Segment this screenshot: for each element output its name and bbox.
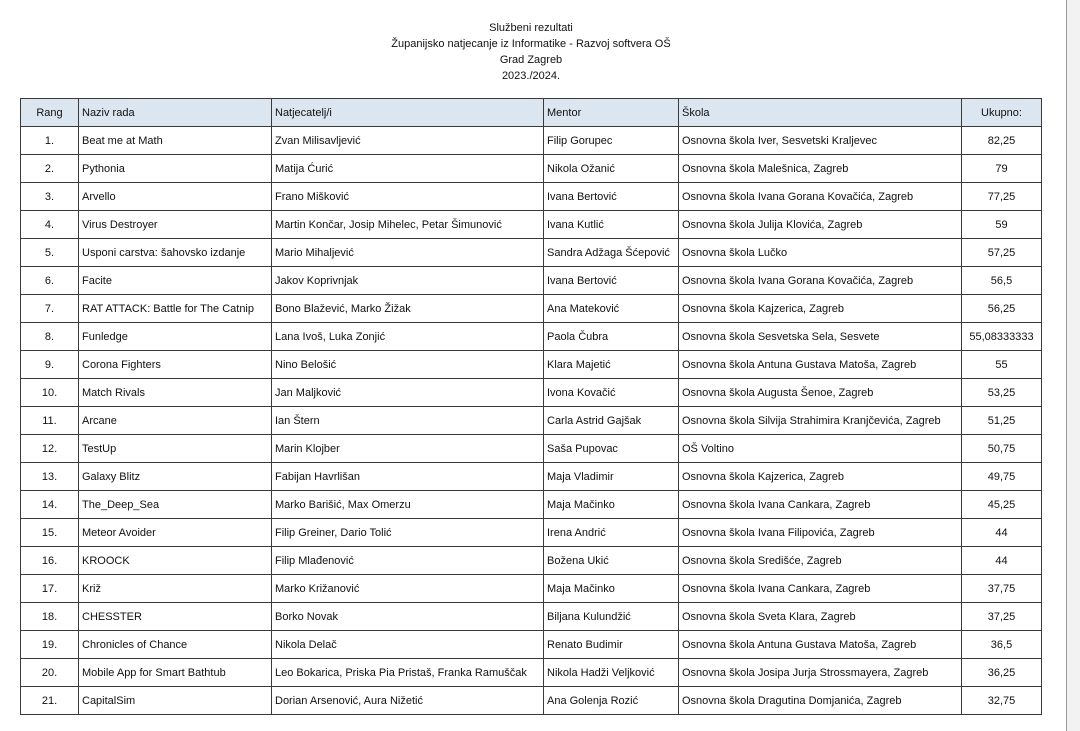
table-row [21,407,1042,435]
project-name-cell: The_Deep_Sea [79,491,272,519]
total-cell: 50,75 [962,435,1042,463]
mentor-cell: Ana Golenja Rozić [544,687,679,715]
contestants-cell: Marko Križanović [272,575,544,603]
total-cell: 57,25 [962,239,1042,267]
mentor-cell: Irena Andrić [544,519,679,547]
table-row [21,519,1042,547]
mentor-cell: Nikola Ožanić [544,155,679,183]
contestants-cell: Marko Barišić, Max Omerzu [272,491,544,519]
rank-cell: 1. [21,127,79,155]
rank-cell: 18. [21,603,79,631]
table-row [21,547,1042,575]
total-cell: 36,5 [962,631,1042,659]
table-row [21,183,1042,211]
total-cell: 53,25 [962,379,1042,407]
project-name-cell: Funledge [79,323,272,351]
project-name-cell: Match Rivals [79,379,272,407]
header-title: Službeni rezultati [489,22,573,34]
project-name-cell: Arvello [79,183,272,211]
header-year: 2023./2024. [501,70,561,82]
total-cell: 56,25 [962,295,1042,323]
mentor-cell: Carla Astrid Gajšak [544,407,679,435]
column-header-ukupno: Ukupno: [962,99,1042,127]
rank-cell: 14. [21,491,79,519]
rank-cell: 16. [21,547,79,575]
column-header-mentor: Mentor [544,99,679,127]
contestants-cell: Nino Belošić [272,351,544,379]
contestants-cell: Dorian Arsenović, Aura Nižetić [272,687,544,715]
school-cell: Osnovna škola Iver, Sesvetski Kraljevec [679,127,962,155]
school-cell: Osnovna škola Dragutina Domjanića, Zagreb [679,687,962,715]
rank-cell: 10. [21,379,79,407]
total-cell: 49,75 [962,463,1042,491]
contestants-cell: Martin Končar, Josip Mihelec, Petar Šimunović [272,211,544,239]
table-row [21,687,1042,715]
contestants-cell: Leo Bokarica, Priska Pia Pristaš, Franka Ramuščak [272,659,544,687]
mentor-cell: Klara Majetić [544,351,679,379]
mentor-cell: Ivana Bertović [544,267,679,295]
rank-cell: 15. [21,519,79,547]
table-row [21,463,1042,491]
rank-cell: 11. [21,407,79,435]
total-cell: 59 [962,211,1042,239]
project-name-cell: Križ [79,575,272,603]
mentor-cell: Nikola Hadži Veljković [544,659,679,687]
table-row [21,295,1042,323]
project-name-cell: Galaxy Blitz [79,463,272,491]
school-cell: Osnovna škola Ivana Cankara, Zagreb [679,491,962,519]
contestants-cell: Zvan Milisavljević [272,127,544,155]
school-cell: Osnovna škola Josipa Jurja Strossmayera, Zagreb [679,659,962,687]
school-cell: Osnovna škola Sveta Klara, Zagreb [679,603,962,631]
table-row [21,127,1042,155]
contestants-cell: Filip Mlađenović [272,547,544,575]
table-row [21,323,1042,351]
project-name-cell: Facite [79,267,272,295]
school-cell: Osnovna škola Ivana Filipovića, Zagreb [679,519,962,547]
project-name-cell: KROOCK [79,547,272,575]
header-competition: Županijsko natjecanje iz Informatike - Razvoj softvera OŠ [391,38,671,50]
total-cell: 82,25 [962,127,1042,155]
project-name-cell: Arcane [79,407,272,435]
table-row [21,575,1042,603]
column-header-skola: Škola [679,99,962,127]
column-header-natjecatelji: Natjecatelj/i [272,99,544,127]
table-row [21,211,1042,239]
mentor-cell: Ivana Bertović [544,183,679,211]
project-name-cell: Chronicles of Chance [79,631,272,659]
project-name-cell: Pythonia [79,155,272,183]
school-cell: Osnovna škola Augusta Šenoe, Zagreb [679,379,962,407]
rank-cell: 5. [21,239,79,267]
table-row [21,631,1042,659]
rank-cell: 7. [21,295,79,323]
school-cell: Osnovna škola Kajzerica, Zagreb [679,463,962,491]
mentor-cell: Maja Mačinko [544,491,679,519]
school-cell: Osnovna škola Antuna Gustava Matoša, Zagreb [679,631,962,659]
mentor-cell: Ana Mateković [544,295,679,323]
school-cell: OŠ Voltino [679,435,962,463]
table-header-row [21,99,1042,127]
results-body [21,127,1042,715]
school-cell: Osnovna škola Silvija Strahimira Kranjčevića, Zagreb [679,407,962,435]
contestants-cell: Matija Ćurić [272,155,544,183]
mentor-cell: Maja Mačinko [544,575,679,603]
contestants-cell: Marin Klojber [272,435,544,463]
column-header-rang: Rang [21,99,79,127]
project-name-cell: CHESSTER [79,603,272,631]
results-table [20,98,1042,715]
document-header [0,20,1062,84]
mentor-cell: Filip Gorupec [544,127,679,155]
rank-cell: 20. [21,659,79,687]
project-name-cell: Usponi carstva: šahovsko izdanje [79,239,272,267]
table-row [21,379,1042,407]
total-cell: 56,5 [962,267,1042,295]
total-cell: 44 [962,547,1042,575]
school-cell: Osnovna škola Ivana Gorana Kovačića, Zagreb [679,183,962,211]
total-cell: 77,25 [962,183,1042,211]
total-cell: 79 [962,155,1042,183]
project-name-cell: Meteor Avoider [79,519,272,547]
school-cell: Osnovna škola Julija Klovića, Zagreb [679,211,962,239]
total-cell: 37,25 [962,603,1042,631]
school-cell: Osnovna škola Antuna Gustava Matoša, Zagreb [679,351,962,379]
rank-cell: 12. [21,435,79,463]
table-row [21,155,1042,183]
table-row [21,239,1042,267]
total-cell: 51,25 [962,407,1042,435]
contestants-cell: Nikola Delač [272,631,544,659]
contestants-cell: Bono Blažević, Marko Žižak [272,295,544,323]
mentor-cell: Paola Čubra [544,323,679,351]
project-name-cell: TestUp [79,435,272,463]
page-gutter [1067,0,1080,731]
project-name-cell: Virus Destroyer [79,211,272,239]
table-row [21,435,1042,463]
contestants-cell: Ian Štern [272,407,544,435]
school-cell: Osnovna škola Sesvetska Sela, Sesvete [679,323,962,351]
contestants-cell: Mario Mihaljević [272,239,544,267]
total-cell: 37,75 [962,575,1042,603]
mentor-cell: Biljana Kulundžić [544,603,679,631]
header-city: Grad Zagreb [499,54,563,66]
table-row [21,659,1042,687]
mentor-cell: Renato Budimir [544,631,679,659]
rank-cell: 9. [21,351,79,379]
school-cell: Osnovna škola Središće, Zagreb [679,547,962,575]
project-name-cell: CapitalSim [79,687,272,715]
total-cell: 55,08333333 [962,323,1042,351]
contestants-cell: Frano Mišković [272,183,544,211]
school-cell: Osnovna škola Malešnica, Zagreb [679,155,962,183]
rank-cell: 6. [21,267,79,295]
table-row [21,491,1042,519]
contestants-cell: Lana Ivoš, Luka Zonjić [272,323,544,351]
rank-cell: 3. [21,183,79,211]
mentor-cell: Ivana Kutlić [544,211,679,239]
rank-cell: 8. [21,323,79,351]
project-name-cell: Beat me at Math [79,127,272,155]
table-row [21,603,1042,631]
school-cell: Osnovna škola Ivana Cankara, Zagreb [679,575,962,603]
project-name-cell: RAT ATTACK: Battle for The Catnip [79,295,272,323]
school-cell: Osnovna škola Lučko [679,239,962,267]
table-row [21,267,1042,295]
total-cell: 45,25 [962,491,1042,519]
rank-cell: 4. [21,211,79,239]
total-cell: 55 [962,351,1042,379]
total-cell: 36,25 [962,659,1042,687]
project-name-cell: Mobile App for Smart Bathtub [79,659,272,687]
rank-cell: 13. [21,463,79,491]
contestants-cell: Fabijan Havrlišan [272,463,544,491]
mentor-cell: Saša Pupovac [544,435,679,463]
contestants-cell: Jan Maljković [272,379,544,407]
school-cell: Osnovna škola Ivana Gorana Kovačića, Zagreb [679,267,962,295]
project-name-cell: Corona Fighters [79,351,272,379]
school-cell: Osnovna škola Kajzerica, Zagreb [679,295,962,323]
total-cell: 32,75 [962,687,1042,715]
total-cell: 44 [962,519,1042,547]
mentor-cell: Maja Vladimir [544,463,679,491]
contestants-cell: Jakov Koprivnjak [272,267,544,295]
rank-cell: 19. [21,631,79,659]
mentor-cell: Sandra Adžaga Šćepović [544,239,679,267]
column-header-naziv-rada: Naziv rada [79,99,272,127]
mentor-cell: Ivona Kovačić [544,379,679,407]
contestants-cell: Borko Novak [272,603,544,631]
rank-cell: 2. [21,155,79,183]
rank-cell: 21. [21,687,79,715]
table-row [21,351,1042,379]
mentor-cell: Božena Ukić [544,547,679,575]
contestants-cell: Filip Greiner, Dario Tolić [272,519,544,547]
rank-cell: 17. [21,575,79,603]
